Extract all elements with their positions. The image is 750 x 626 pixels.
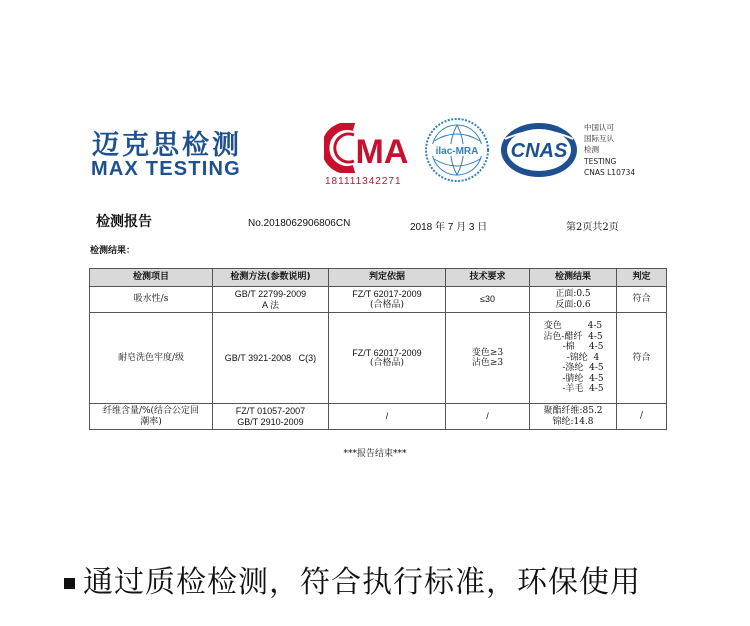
cell-text: 变色≥3	[471, 347, 504, 358]
cell-text: -羊毛 4-5	[542, 384, 604, 395]
cell-text: A 法	[261, 299, 279, 310]
cell-basis	[329, 313, 446, 404]
cell-text: -涤纶 4-5	[542, 363, 604, 374]
cell-text: GB/T 3921-2008 C(3)	[224, 352, 317, 363]
col-header-basis: 判定依据	[329, 269, 446, 287]
cell-basis	[329, 287, 446, 313]
cell-result	[530, 404, 617, 430]
cnas-info-line: CNAS L10734	[584, 167, 636, 177]
cell-text: GB/T 2910-2009	[237, 416, 304, 427]
cell-verdict: 符合	[617, 313, 667, 404]
cell-item	[90, 404, 213, 430]
ilac-mra-logo	[424, 117, 490, 183]
table-row	[90, 313, 667, 404]
cell-text: FZ/T 62017-2009	[352, 289, 422, 299]
cell-text: 纤维含量/%(结合公定回	[102, 406, 200, 416]
cell-text: /	[385, 411, 389, 422]
cell-text: FZ/T 01057-2007	[235, 406, 306, 416]
ilac-mra-text: ilac-MRA	[435, 146, 479, 157]
cnas-info-line: TESTING	[584, 156, 617, 166]
report-date: 2018 年 7 月 3 日	[410, 222, 488, 233]
results-label: 检测结果：	[90, 246, 136, 256]
cell-item	[90, 287, 213, 313]
cell-method	[213, 287, 329, 313]
cell-text: -锦纶 4	[546, 352, 600, 363]
cell-item	[90, 313, 213, 404]
report-number: No.2018062906806CN	[248, 218, 351, 229]
cma-logo	[324, 123, 414, 173]
report-page: 第2页共2页	[566, 222, 619, 233]
cnas-info-line: 国际互认	[584, 134, 614, 144]
col-header-verdict: 判定	[617, 269, 667, 287]
cell-text: -棉 4-5	[542, 342, 604, 353]
cell-text: /	[486, 411, 489, 422]
cell-text: GB/T 22799-2009	[234, 289, 307, 299]
col-header-item: 检测项目	[90, 269, 213, 287]
cell-text: (合格品)	[369, 358, 405, 368]
brand-name-en: MAX TESTING	[91, 158, 241, 180]
cell-requirement	[446, 313, 530, 404]
results-table	[89, 268, 667, 430]
col-header-requirement: 技术要求	[446, 269, 530, 287]
cnas-logo	[499, 121, 579, 179]
brand-name-cn: 迈克思检测	[92, 130, 242, 161]
col-header-result: 检测结果	[530, 269, 617, 287]
cell-verdict: 符合	[617, 287, 667, 313]
cell-text: ≤30	[480, 294, 495, 305]
cell-text: 沾色-醋纤 4-5	[543, 331, 603, 342]
cell-requirement	[446, 404, 530, 430]
cell-text: 潮率)	[140, 416, 162, 427]
report-title: 检测报告	[96, 214, 152, 230]
cell-method	[213, 313, 329, 404]
cell-text: FZ/T 62017-2009	[352, 347, 422, 358]
square-bullet-icon	[64, 578, 75, 589]
cell-text: 沾色≥3	[471, 358, 504, 368]
cell-text: -腈纶 4-5	[542, 373, 604, 384]
cell-text: (合格品)	[369, 299, 405, 310]
cnas-info-line: 中国认可	[584, 123, 614, 132]
cnas-info	[584, 122, 635, 178]
slogan-text: 通过质检检测，符合执行标准，环保使用	[83, 565, 641, 600]
report-end-mark: ***报告结束***	[343, 449, 407, 459]
cell-result	[530, 287, 617, 313]
table-row	[90, 404, 667, 430]
cell-text: 反面:0.6	[555, 299, 591, 310]
cma-number: 181111342271	[325, 176, 402, 187]
cell-text: 耐皂洗色牢度/级	[117, 352, 185, 363]
cell-verdict: /	[617, 404, 667, 430]
cell-result	[530, 313, 617, 404]
slogan-line	[64, 563, 641, 603]
cell-text: 正面:0.5	[555, 289, 591, 299]
cell-text: 吸水性/s	[133, 294, 169, 305]
cma-logo-text: MA	[355, 133, 409, 171]
table-row	[90, 287, 667, 313]
cell-basis	[329, 404, 446, 430]
cell-text: 变色 4-5	[543, 321, 603, 332]
col-header-method: 检测方法(参数说明)	[213, 269, 329, 287]
table-header-row	[90, 269, 667, 287]
cell-text: 聚酯纤维:85.2	[543, 406, 603, 416]
cell-requirement	[446, 287, 530, 313]
cell-text: 锦纶:14.8	[552, 416, 594, 427]
cnas-info-line: 检测	[584, 145, 599, 155]
cell-method	[213, 404, 329, 430]
cnas-logo-text: CNAS	[510, 140, 568, 162]
